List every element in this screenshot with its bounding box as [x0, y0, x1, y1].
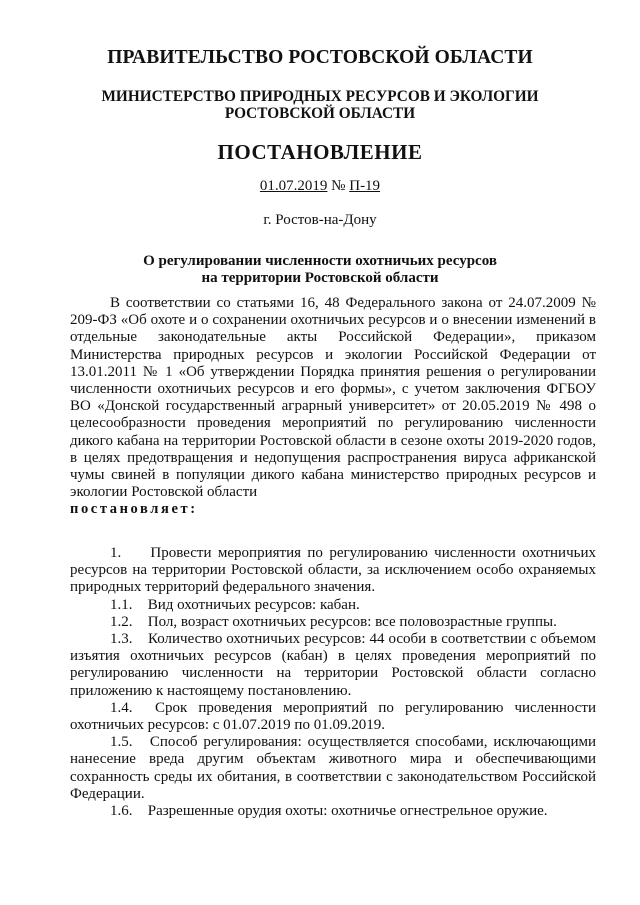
decree-item: [70, 734, 596, 803]
decree-item-number: 1.: [110, 545, 122, 561]
decree-item-number: 1.6.: [110, 803, 133, 820]
ministry-title-line1: МИНИСТЕРСТВО ПРИРОДНЫХ РЕСУРСОВ И ЭКОЛОГИИ: [101, 88, 539, 105]
document-date: 01.07.2019: [259, 178, 328, 194]
decree-item-text: Количество охотничьих ресурсов: 44 особи в соответствии с объемом изъятия охотничьих ресурсов (кабан) в целях проведения мероприятий по регулированию численности на территории Ростовской области согласно приложению к настоящему постановлению.: [70, 631, 596, 699]
ministry-title: [0, 88, 640, 122]
subject-line1: О регулировании численности охотничьих ресурсов: [143, 253, 497, 269]
date-number-line: [0, 178, 640, 195]
decree-item-number: 1.3.: [110, 631, 133, 648]
decree-item-number: 1.1.: [110, 596, 133, 613]
decree-item-text: Вид охотничьих ресурсов: кабан.: [147, 596, 360, 613]
decree-item: [70, 614, 596, 631]
ministry-title-line2: РОСТОВСКОЙ ОБЛАСТИ: [224, 105, 416, 122]
decree-item-text: Способ регулирования: осуществляется способами, исключающими нанесение вреда другим объектам животного мира и обеспечивающими сохранность среды их обитания, в соответствии с законодательством Российской Федерации.: [70, 734, 597, 802]
issuing-city: г. Ростов-на-Дону: [263, 212, 377, 228]
decree-item: [70, 700, 596, 734]
decree-item: [70, 803, 596, 820]
decree-item: [70, 631, 596, 700]
document-subject: [0, 253, 640, 287]
resolve-word: постановляет:: [70, 501, 198, 518]
decree-item-text: Провести мероприятия по регулированию численности охотничьих ресурсов на территории Ростовской области, за исключением особо охраняемых природных территорий федерального значения.: [70, 545, 596, 596]
decree-item-number: 1.2.: [110, 613, 133, 630]
decree-item-text: Разрешенные орудия охоты: охотничье огнестрельное оружие.: [147, 803, 548, 820]
preamble-text: В соответствии со статьями 16, 48 Федерального закона от 24.07.2009 № 209-ФЗ «Об охоте и о сохранении охотничьих ресурсов и о внесении изменений в отдельные законодательные акты Российской Федерации», приказом Министерства природных ресурсов и экологии Российской Федерации от 13.01.2011 № 1 «Об утверждении Порядка принятия решения о регулировании численности охотничьих ресурсов и его формы», с учетом заключения ФГБОУ ВО «Донской государственный аграрный университет» от 20.05.2019 № 498 о целесообразности проведения мероприятий по регулированию численности дикого кабана на территории Ростовской области в сезоне охоты 2019-2020 годов, в целях предотвращения и недопущения распространения вируса африканской чумы свиней в популяции дикого кабана министерство природных ресурсов и экологии Ростовской области: [70, 295, 596, 501]
document-number: П-19: [349, 178, 381, 194]
preamble-block: [70, 295, 596, 519]
decree-item-number: 1.5.: [110, 734, 133, 751]
decree-item-number: 1.4.: [110, 699, 133, 716]
decree-items: [70, 545, 596, 820]
subject-line2: на территории Ростовской области: [201, 270, 439, 286]
decree-item: [70, 597, 596, 614]
government-title: ПРАВИТЕЛЬСТВО РОСТОВСКОЙ ОБЛАСТИ: [107, 47, 533, 68]
decree-item-text: Пол, возраст охотничьих ресурсов: все половозрастные группы.: [147, 613, 557, 630]
decree-item: [70, 545, 596, 597]
decree-item-text: Срок проведения мероприятий по регулированию численности охотничьих ресурсов: с 01.07.2019 по 01.09.2019.: [70, 699, 596, 734]
number-sign: №: [331, 178, 346, 194]
document-type: ПОСТАНОВЛЕНИЕ: [217, 140, 423, 164]
